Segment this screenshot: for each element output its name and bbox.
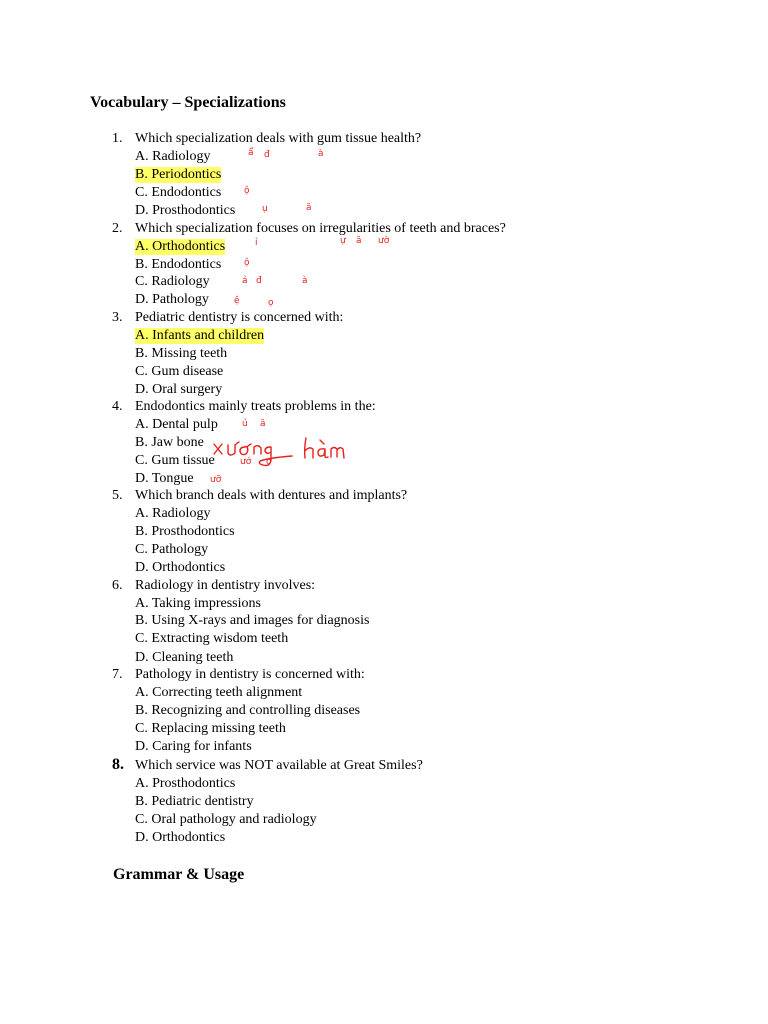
annotation-mark: ă [356, 236, 362, 246]
question-number: 2. [112, 221, 123, 236]
option: B. Jaw bone [135, 435, 204, 450]
option: C. Endodontics [135, 185, 222, 200]
option: A. Dental pulp [135, 417, 218, 432]
question-text: Which branch deals with dentures and implants? [135, 488, 408, 503]
question-number: 5. [112, 488, 123, 503]
question-number: 1. [112, 131, 123, 146]
option: D. Oral surgery [135, 382, 223, 397]
annotation-mark: ướ [240, 457, 252, 467]
handwritten-note [212, 436, 358, 472]
option: A. Radiology [135, 506, 211, 521]
option: D. Caring for infants [135, 739, 252, 754]
option: C. Replacing missing teeth [135, 721, 286, 736]
option: A. Correcting teeth alignment [135, 685, 303, 700]
option: D. Prosthodontics [135, 203, 236, 218]
annotation-mark: ă [306, 203, 312, 213]
option: A. Prosthodontics [135, 776, 236, 791]
question-text: Endodontics mainly treats problems in the: [135, 399, 376, 414]
option: D. Orthodontics [135, 830, 226, 845]
option: A. Radiology [135, 149, 211, 164]
option: D. Orthodontics [135, 560, 226, 575]
question-number: 3. [112, 310, 123, 325]
option: D. Cleaning teeth [135, 650, 234, 665]
annotation-mark: à [302, 276, 308, 286]
annotation-mark: đ [264, 150, 270, 160]
option: C. Oral pathology and radiology [135, 812, 317, 827]
annotation-mark: ự [340, 236, 346, 246]
annotation-mark: ụ [262, 204, 268, 214]
annotation-mark: ưỡ [210, 475, 222, 485]
question-text: Radiology in dentistry involves: [135, 578, 316, 593]
annotation-mark: đ [256, 276, 262, 286]
annotation-mark: à [318, 149, 324, 159]
option: C. Radiology [135, 274, 210, 289]
question-text: Pathology in dentistry is concerned with: [135, 667, 365, 682]
option-highlighted: B. Periodontics [135, 167, 222, 182]
annotation-mark: ợ [266, 457, 272, 467]
annotation-mark: ỉ [255, 238, 258, 248]
option-highlighted: A. Infants and children [135, 328, 265, 343]
question-number: 8. [112, 756, 124, 773]
question-text: Which specialization deals with gum tissue health? [135, 131, 422, 146]
option: A. Taking impressions [135, 596, 261, 611]
option: C. Gum tissue [135, 453, 215, 468]
annotation-mark: ườ [378, 236, 390, 246]
annotation-mark: ẩ [248, 148, 254, 158]
option: B. Prosthodontics [135, 524, 235, 539]
option: D. Tongue [135, 471, 194, 486]
option: C. Pathology [135, 542, 209, 557]
option: C. Extracting wisdom teeth [135, 631, 289, 646]
annotation-mark: ă [260, 419, 266, 429]
option: B. Pediatric dentistry [135, 794, 254, 809]
option: B. Recognizing and controlling diseases [135, 703, 361, 718]
question-number: 6. [112, 578, 123, 593]
question-number: 4. [112, 399, 123, 414]
question-text: Pediatric dentistry is concerned with: [135, 310, 344, 325]
annotation-mark: ủ [242, 419, 248, 429]
question-text: Which specialization focuses on irregularities of teeth and braces? [135, 221, 506, 236]
annotation-mark: ả [242, 276, 248, 286]
option: B. Endodontics [135, 257, 222, 272]
option: B. Missing teeth [135, 346, 228, 361]
section-title-grammar: Grammar & Usage [113, 866, 245, 883]
annotation-mark: ộ [244, 186, 250, 196]
option: C. Gum disease [135, 364, 224, 379]
section-title-vocabulary: Vocabulary – Specializations [90, 94, 286, 111]
option-highlighted: A. Orthodontics [135, 239, 226, 254]
option: D. Pathology [135, 292, 209, 307]
annotation-mark: ọ [268, 298, 274, 308]
annotation-mark: ệ [234, 296, 240, 306]
annotation-mark: ộ [244, 258, 250, 268]
option: B. Using X-rays and images for diagnosis [135, 613, 370, 628]
question-text: Which service was NOT available at Great Smiles? [135, 758, 423, 773]
question-number: 7. [112, 667, 123, 682]
